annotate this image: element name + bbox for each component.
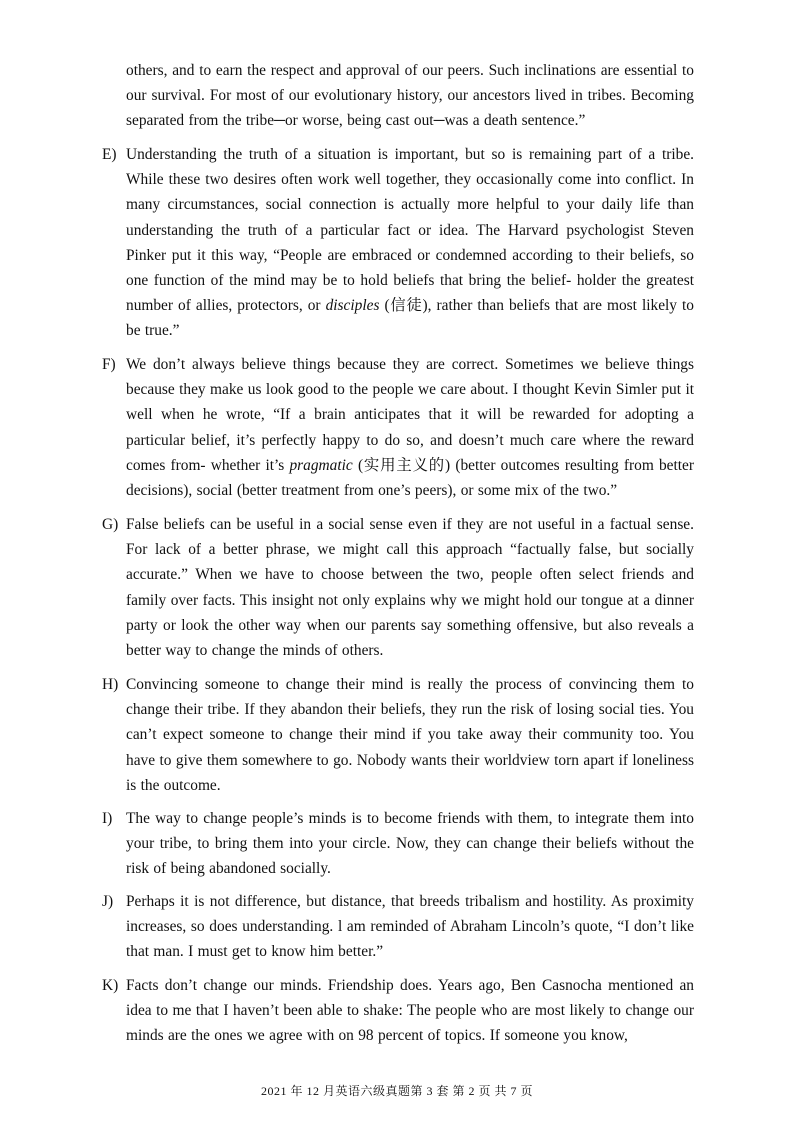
- paragraph-k: [126, 973, 694, 1049]
- paragraph-text: (实用主义的) (better outcomes resulting from better decisions), social (better treatment from one’s peers), or some mix of the two.”: [126, 456, 695, 500]
- paragraph-text: Understanding the truth of a situation is important, but so is remaining part of a tribe. While these two desires often work well together, they occasionally come into conflict. In many circumstances, social connection is actually more helpful to your daily life than understanding the truth of a particular fact or idea. The Harvard psychologist Steven Pinker put it this way, “People are embraced or condemned according to their beliefs, so one function of the mind may be to hold beliefs that bring the belief- holder the greatest number of allies, protectors, or: [126, 146, 694, 315]
- paragraph-text: Convincing someone to change their mind is really the process of convincing them to change their tribe. If they abandon their beliefs, they run the risk of losing social ties. You can’t expect someone to change their mind if you take away their community too. You have to give them somewhere to go. Nobody wants their worldview torn apart if loneliness is the outcome.: [126, 676, 694, 794]
- page-footer: 2021 年 12 月英语六级真题第 3 套 第 2 页 共 7 页: [260, 1084, 533, 1098]
- paragraph-i: [126, 806, 694, 882]
- paragraph-text: (信徒), rather than beliefs that are most likely to be true.”: [126, 297, 695, 340]
- paragraph-f: [126, 352, 694, 503]
- paragraph-text: others, and to earn the respect and approval of our peers. Such inclinations are essential to our survival. For most of our evolutionary history, our ancestors lived in tribes. Becoming separated from the tribe─or worse, being cast out─was a death sentence.”: [126, 62, 694, 130]
- italic-term: disciples: [325, 297, 380, 315]
- paragraph-e: [126, 142, 694, 344]
- paragraph-label-j: J): [102, 893, 114, 910]
- paragraph-text: False beliefs can be useful in a social sense even if they are not useful in a factual sense. For lack of a better phrase, we might call this approach “factually false, but socially accurate.” When we have to choose between the two, people often select friends and family over facts. This insight not only explains why we might hold our tongue at a dinner party or look the other way when our parents say something offensive, but also reveals a better way to change the minds of others.: [126, 516, 694, 660]
- paragraph-g: [126, 512, 694, 663]
- paragraph-text: We don’t always believe things because they are correct. Sometimes we believe things because they make us look good to the people we care about. I thought Kevin Simler put it well when he wrote, “If a brain anticipates that it will be rewarded for adopting a particular belief, it’s perfectly happy to do so, and doesn’t much care where the reward comes from- whether it’s: [126, 356, 694, 474]
- paragraph-h: [126, 672, 694, 798]
- paragraph-label-f: F): [102, 356, 116, 373]
- paragraph-text: Facts don’t change our minds. Friendship does. Years ago, Ben Casnocha mentioned an idea to me that I haven’t been able to shake: The people who are most likely to change our minds are the ones we agree with on 98 percent of topics. If someone you know,: [126, 977, 694, 1045]
- paragraph-continuation: [126, 58, 694, 134]
- paragraph-label-g: G): [102, 516, 119, 533]
- paragraph-text: The way to change people’s minds is to become friends with them, to integrate them into your tribe, to bring them into your circle. Now, they can change their beliefs without the risk of being abandoned socially.: [126, 810, 694, 878]
- paragraph-label-i: I): [102, 810, 113, 827]
- italic-term: pragmatic: [289, 456, 353, 474]
- paragraph-text: Perhaps it is not difference, but distance, that breeds tribalism and hostility. As proximity increases, so does understanding. l am reminded of Abraham Lincoln’s quote, “I don’t like that man. I must get to know him better.”: [126, 893, 694, 961]
- paragraph-label-e: E): [102, 146, 117, 163]
- paragraph-label-h: H): [102, 676, 119, 693]
- paragraph-label-k: K): [102, 977, 119, 994]
- paragraph-j: [126, 889, 694, 965]
